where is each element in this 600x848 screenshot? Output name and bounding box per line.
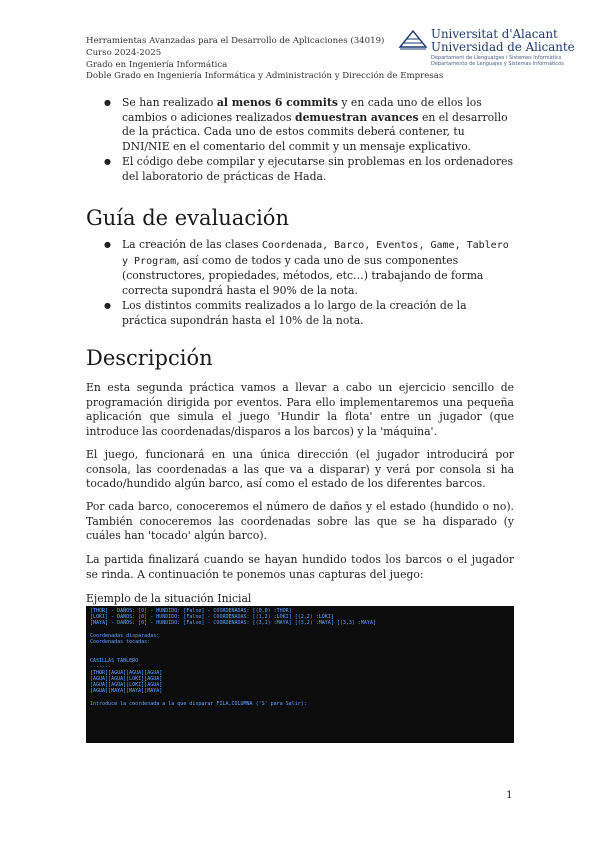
console-line: [THOR] - DAÑOS: [0] - HUNDIDO: [False] - COORDENADAS: [(0,0) :THOR] [90, 608, 292, 614]
console-line: [AGUA][AGUA][LOKI][AGUA] [90, 682, 163, 689]
page-number: 1 [506, 789, 513, 801]
paragraph: En esta segunda práctica vamos a llevar a cabo un ejercicio sencillo de programación dirigida por eventos. Para ello implementaremos una pequeña aplicación que simula el juego 'Hundir la flota' entre un jugador (que introduce las coordenadas/disparos a los barcos) y la 'máquina'. [86, 381, 514, 438]
console-line: CASILLAS TABLERO [90, 657, 139, 664]
console-screenshot [86, 606, 514, 743]
list-item: ● Se han realizado al menos 6 commits y en cada uno de ellos los cambios o adiciones realizados demuestran avances en el desarrollo de la práctica. Cada uno de estos commits deberá contener, tu DNI/NIE en el comentario del commit y un mensaje explicativo. [86, 96, 514, 154]
console-line: ------- [90, 663, 112, 670]
list-item: ● La creación de las clases Coordenada, Barco, Eventos, Game, Tablero y Program, así como de todos y cada uno de sus componentes (constructores, propiedades, métodos, etc…) trabajando de forma correcta supondrá hasta el 90% de la nota. [86, 238, 514, 298]
logo-name-spanish: Universidad de Alicante [431, 40, 575, 54]
list-item: ● Los distintos commits realizados a lo largo de la creación de la práctica supondrán hasta el 10% de la nota. [86, 299, 514, 328]
university-logo-icon [398, 27, 428, 53]
logo-name-valencian: Universitat d'Alacant [431, 27, 558, 41]
document-header [86, 36, 444, 83]
console-line: [LOKI] - DAÑOS: [0] - HUNDIDO: [False] - COORDENADAS: [(1,2) :LOKI] [(2,2) :LOKI] [90, 614, 334, 621]
section-title-description: Descripción [86, 346, 213, 370]
evaluation-list [86, 238, 514, 330]
figure-caption: Ejemplo de la situación Inicial [86, 592, 252, 605]
console-line: Coordenadas tocadas: [90, 638, 151, 645]
header-degree: Grado en Ingeniería Informática [86, 59, 228, 70]
console-line: Introduce la coordenada a la que disparar FILA,COLUMNA ('S' para Salir): [90, 700, 307, 707]
section-title-evaluation: Guía de evaluación [86, 206, 289, 230]
header-course-title: Herramientas Avanzadas para el Desarrollo de Aplicaciones (34019) [86, 36, 385, 46]
university-logo [398, 27, 578, 67]
header-double-degree: Doble Grado en Ingeniería Informática y Administración y Dirección de Empresas [86, 71, 444, 82]
header-year: Curso 2024-2025 [86, 47, 162, 58]
paragraph: El juego, funcionará en una única dirección (el jugador introducirá por consola, las coordenadas a las que va a disparar) y verá por consola si ha tocado/hundido algún barco, así como el estado de los diferentes barcos. [86, 448, 514, 491]
console-line: [AGUA][MAYA][MAYA][MAYA] [90, 688, 163, 695]
paragraph: La partida finalizará cuando se hayan hundido todos los barcos o el jugador se rinda. A continuación te ponemos unas capturas del juego: [86, 553, 514, 581]
requirements-list [86, 96, 514, 186]
console-line: Coordenadas disparadas: [90, 632, 160, 639]
list-item: ● El código debe compilar y ejecutarse sin problemas en los ordenadores del laboratorio de prácticas de Hada. [86, 155, 514, 184]
logo-department: Departament de Llenguatges i Sistemes Informàtics Departamento de Lenguajes y Sistemas Informáticos [431, 55, 564, 67]
console-line: [MAYA] - DAÑOS: [0] - HUNDIDO: [False] - COORDENADAS: [(3,1) :MAYA] [(3,2) :MAYA] [(3,3) :MAYA] [90, 620, 376, 627]
paragraph: Por cada barco, conoceremos el número de daños y el estado (hundido o no). También conoceremos las coordenadas sobre las que se ha disparado (y cuáles han 'tocado' algún barco). [86, 500, 514, 543]
console-line: [THOR][AGUA][AGUA][AGUA] [90, 669, 163, 676]
console-line: [AGUA][AGUA][LOKI][AGUA] [90, 676, 163, 683]
